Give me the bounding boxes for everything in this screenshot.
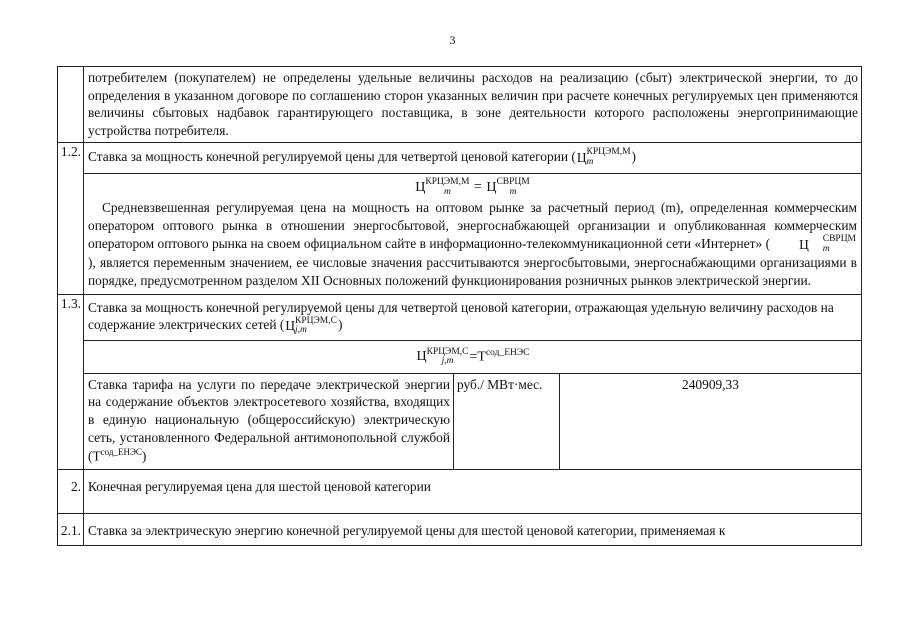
row-title: Ставка за мощность конечной регулируемой цены для четвертой ценовой категории, отражающая удельную величину расходов на содержание электрических сетей (Ц КРЦЭМ,С j,m ) — [88, 299, 834, 336]
formula-block — [84, 340, 861, 373]
continuation-text: потребителем (покупателем) не определены удельные величины расходов на реализацию (сбыт) электрической энергии, то до определения в указанном договоре по соглашению сторон указанных величин при расчете конечных регулируемых цен применяются величины сбытовых надбавок гарантирующего поставщика, в зоне деятельности которого расположены энергопринимающие устройства потребителя. — [88, 70, 858, 139]
row-number: 2. — [58, 470, 84, 514]
row-number: 1.2. — [58, 143, 84, 294]
formula: Ц КРЦЭМ,С j,m $=Т^{сод\_ЕНЭС}$ — [416, 346, 530, 367]
formula-block — [84, 173, 861, 293]
row-text: Ставка за электрическую энергию конечной регулируемой цены для шестой ценовой категории, применяемая к — [88, 523, 726, 539]
tariff-label: Ставка тарифа на услуги по передаче электрической энергии на содержание объектов электросетевого хозяйства, входящих в единую национальную (общероссийскую) электрическую сеть, установленного Федеральной антимонопольной службой $(Т^{сод\_ЕНЭС})$ — [84, 374, 454, 469]
formula-symbol: Ц КРЦЭМ,М m — [576, 147, 631, 167]
table-row-2-1 — [57, 514, 862, 546]
tariff-subtable — [84, 373, 861, 469]
page-number: 3 — [449, 33, 456, 47]
table-row-1-2 — [57, 143, 862, 295]
tariff-unit: руб./ МВт·мес. — [454, 374, 560, 469]
formula-symbol: Ц КРЦЭМ,С j,m — [285, 315, 337, 336]
row-title: Ставка за мощность конечной регулируемой цены для четвертой ценовой категории (Ц КРЦЭМ,М m ) — [88, 147, 636, 167]
row-text: Конечная регулируемая цена для шестой ценовой категории — [88, 478, 431, 494]
tariff-value: 240909,33 — [682, 376, 739, 392]
row-number: 1.3. — [58, 295, 84, 469]
tariff-table — [57, 66, 862, 546]
table-row-1-3 — [57, 295, 862, 470]
table-row-continuation — [57, 66, 862, 143]
table-row-2 — [57, 470, 862, 515]
formula-description: Средневзвешенная регулируемая цена на мощность на оптовом рынке за расчетный период (m), определенная коммерческим оператором оптового рынка в отношении энергосбытовой, энергоснабжающей организации и опубликованная коммерческим оператором оптового рынка на своем официальном сайте в информационно-телекоммуникационной сети «Интернет» ( Ц СВРЦМ m ), является переменным значением, ее числовые значения рассчитываются энергосбытовыми, энергоснабжающими организациями в порядке, предусмотренном разделом XII Основных положений функционирования розничных рынков электрической энергии. — [88, 200, 857, 288]
formula: Ц КРЦЭМ,М m = Ц СВРЦМ m — [415, 177, 530, 197]
row-number: 2.1. — [58, 514, 84, 545]
row-number-empty — [58, 67, 84, 142]
